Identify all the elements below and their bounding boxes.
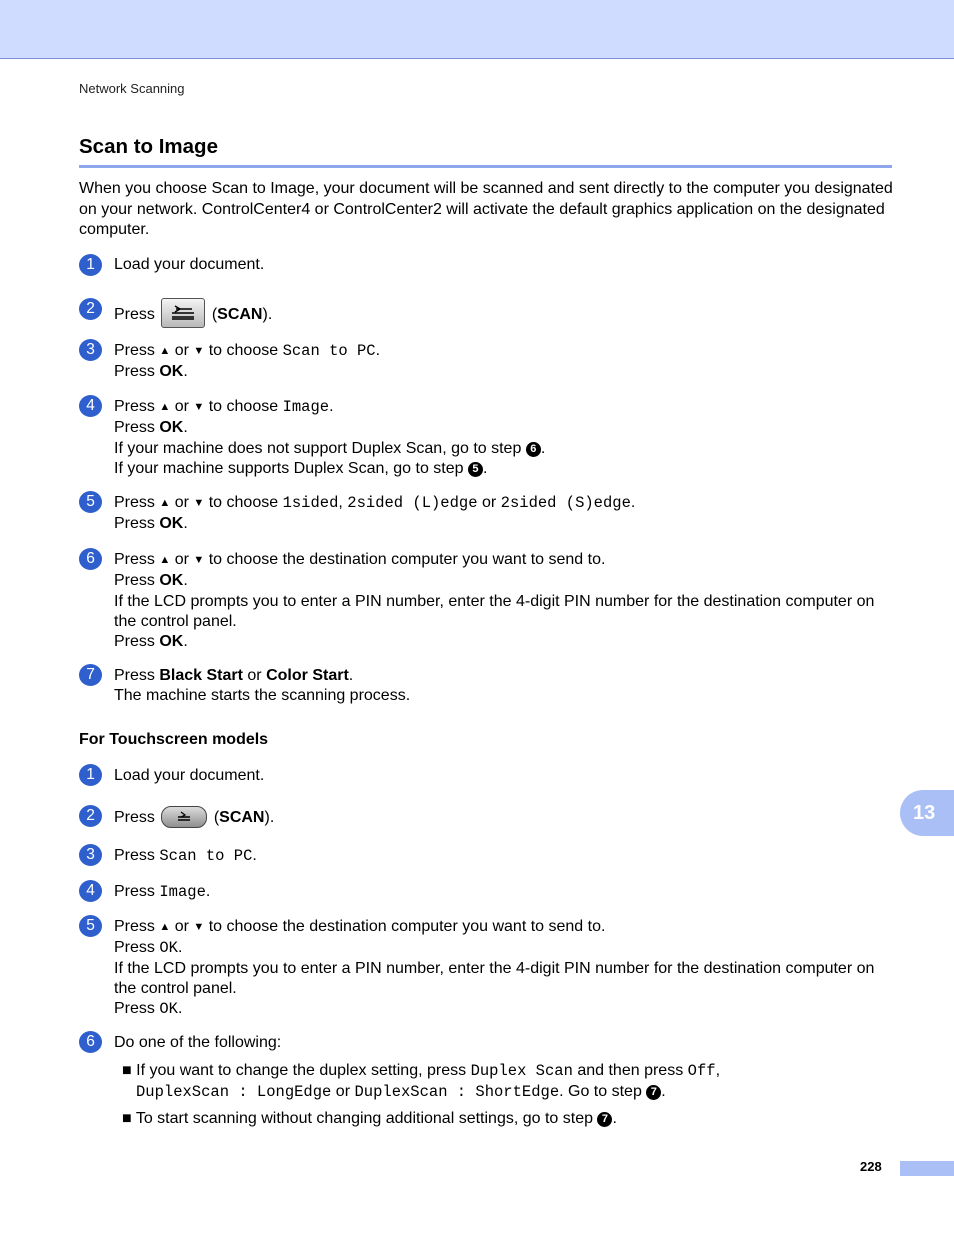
intro-paragraph: When you choose Scan to Image, your document will be scanned and sent directly to the computer you designated on your network. ControlCenter4 or ControlCenter2 will activate the default graphics application on the designated computer. xyxy=(79,180,893,238)
step-7: 7 Press Black Start or Color Start. The machine starts the scanning process. xyxy=(79,664,899,707)
pin-note: If the LCD prompts you to enter a PIN number, enter the 4-digit PIN number for the destination computer on the control panel. xyxy=(114,592,875,630)
touch-step-1: 1 Load your document. xyxy=(79,764,899,786)
menu-option: 2sided (L)edge xyxy=(347,494,478,512)
bullet-item: ■ To start scanning without changing additional settings, go to step 7 . xyxy=(122,1109,617,1127)
down-arrow-icon: ▼ xyxy=(193,554,205,566)
step-6: 6 Press ▲ or ▼ to choose the destination computer you want to send to. Press OK. If the LCD prompts you to enter a PIN number, enter the 4-digit PIN number for the destination computer on the control panel. Press OK. xyxy=(79,548,899,652)
chapter-tab: 13 xyxy=(900,790,954,836)
ok-key: OK xyxy=(159,363,184,381)
step-ref: 5 xyxy=(468,462,483,477)
ok-key: OK xyxy=(159,572,184,590)
color-start-key: Color Start xyxy=(266,667,349,684)
step-number: 6 xyxy=(79,548,102,570)
scan-label: SCAN xyxy=(219,809,265,827)
square-bullet-icon: ■ xyxy=(122,1062,132,1080)
step-number: 1 xyxy=(79,254,102,276)
down-arrow-icon: ▼ xyxy=(193,497,205,509)
menu-option: Scan to PC xyxy=(282,342,376,360)
up-arrow-icon: ▲ xyxy=(159,554,171,566)
ok-key: OK xyxy=(159,633,184,651)
menu-option: Image xyxy=(159,883,206,901)
step-number: 3 xyxy=(79,844,102,866)
scan-key-icon xyxy=(161,298,205,328)
page-title: Scan to Image xyxy=(79,135,218,158)
page-number: 228 xyxy=(860,1159,882,1174)
ok-key: OK xyxy=(159,515,184,533)
bullet-item: ■ If you want to change the duplex setting, press Duplex Scan and then press Off, DuplexScan : LongEdge or DuplexScan : ShortEdge. Go to step 7 . xyxy=(122,1062,721,1101)
down-arrow-icon: ▼ xyxy=(193,921,205,933)
touch-step-3: 3 Press Scan to PC. xyxy=(79,844,899,866)
scan-label: SCAN xyxy=(217,306,263,324)
header-band xyxy=(0,0,954,59)
step-number: 4 xyxy=(79,395,102,417)
touch-step-6: 6 Do one of the following: ■ If you want to change the duplex setting, press Duplex Scan and then press Off, DuplexScan : LongEdge or DuplexScan : ShortEdge. Go to step 7 . ■ To start scanning without changing additional settings, go to step 7 . xyxy=(79,1031,899,1129)
touch-step-4: 4 Press Image. xyxy=(79,880,899,902)
step-2: 2 Press (SCAN). xyxy=(79,298,899,330)
step-number: 2 xyxy=(79,805,102,827)
scan-button-icon xyxy=(161,806,207,828)
result-text: The machine starts the scanning process. xyxy=(114,687,411,705)
black-start-key: Black Start xyxy=(159,667,243,684)
up-arrow-icon: ▲ xyxy=(159,345,171,357)
running-head: Network Scanning xyxy=(79,81,185,96)
step-ref: 7 xyxy=(597,1112,612,1127)
menu-option: 1sided xyxy=(282,494,339,512)
step-number: 7 xyxy=(79,664,102,686)
ok-button: OK xyxy=(159,1000,178,1019)
step-5: 5 Press ▲ or ▼ to choose 1sided, 2sided (L)edge or 2sided (S)edge. Press OK. xyxy=(79,491,899,535)
step-number: 5 xyxy=(79,491,102,513)
step-number: 3 xyxy=(79,339,102,361)
step-1 xyxy=(79,254,899,275)
step-number: 1 xyxy=(79,764,102,786)
up-arrow-icon: ▲ xyxy=(159,921,171,933)
step-3: 3 Press ▲ or ▼ to choose Scan to PC. Press OK. xyxy=(79,339,899,383)
step-number: 5 xyxy=(79,915,102,937)
section-heading: For Touchscreen models xyxy=(79,731,269,748)
menu-option: Scan to PC xyxy=(159,847,253,865)
down-arrow-icon: ▼ xyxy=(193,345,205,357)
menu-option: 2sided (S)edge xyxy=(500,494,631,512)
up-arrow-icon: ▲ xyxy=(159,497,171,509)
step-ref: 7 xyxy=(646,1085,661,1100)
footer-band xyxy=(900,1161,954,1176)
square-bullet-icon: ■ xyxy=(122,1109,132,1127)
step-number: 2 xyxy=(79,298,102,320)
step-number: 6 xyxy=(79,1031,102,1053)
ok-key: OK xyxy=(159,419,184,437)
touch-step-2: 2 Press (SCAN). xyxy=(79,805,899,829)
menu-option: Image xyxy=(282,398,330,416)
press-text: Press xyxy=(114,306,155,324)
step-number: 4 xyxy=(79,880,102,902)
touch-step-5: 5 Press ▲ or ▼ to choose the destination computer you want to send to. Press OK. If the LCD prompts you to enter a PIN number, enter the 4-digit PIN number for the destination computer on the control panel. Press OK. xyxy=(79,915,899,1019)
step-text: Load your document. xyxy=(114,256,265,273)
ok-button: OK xyxy=(159,939,178,958)
title-rule xyxy=(79,165,892,168)
up-arrow-icon: ▲ xyxy=(159,401,171,413)
down-arrow-icon: ▼ xyxy=(193,401,205,413)
step-ref: 6 xyxy=(526,442,541,457)
pin-note: If the LCD prompts you to enter a PIN number, enter the 4-digit PIN number for the destination computer on the control panel. xyxy=(114,959,875,997)
step-4: 4 Press ▲ or ▼ to choose Image. Press OK. If your machine does not support Duplex Scan, go to step 6 . If your machine supports Duplex Scan, go to step 5 . xyxy=(79,395,899,479)
